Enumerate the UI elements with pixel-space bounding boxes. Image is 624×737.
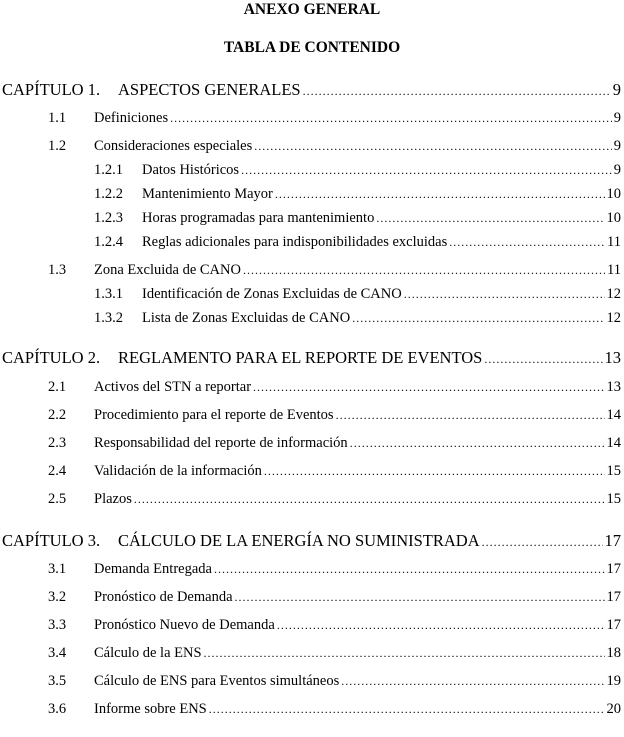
dot-leader: [303, 82, 611, 100]
dot-leader: [170, 109, 612, 127]
toc-section-2-1[interactable]: [48, 378, 621, 396]
toc-title-text: Pronóstico Nuevo de Demanda: [94, 617, 275, 633]
toc-page-number: 17: [606, 617, 621, 633]
dot-leader: [243, 261, 605, 279]
toc-title-text: Horas programadas para mantenimiento: [142, 210, 375, 226]
toc-title-text: Reglas adicionales para indisponibilidades excluidas: [142, 234, 448, 250]
dot-leader: [482, 533, 603, 551]
toc-chapter-3[interactable]: [2, 532, 621, 551]
toc-page-number: 12: [606, 310, 621, 326]
toc-chapter-1[interactable]: [2, 81, 621, 100]
toc-number: 2.5: [48, 491, 67, 507]
toc-page-number: 17: [606, 561, 621, 577]
toc-number: 2.4: [48, 463, 67, 479]
toc-subsection-1-3-2[interactable]: [94, 309, 621, 327]
toc-number: 3.6: [48, 701, 67, 717]
toc-section-3-3[interactable]: [48, 616, 621, 634]
dot-leader: [484, 350, 602, 368]
toc-number: 2.1: [48, 379, 67, 395]
toc-section-1-1[interactable]: [48, 109, 621, 127]
toc-number: 3.2: [48, 589, 67, 605]
toc-number: 3.5: [48, 673, 67, 689]
toc-section-3-1[interactable]: [48, 560, 621, 578]
toc-title-text: Plazos: [94, 491, 132, 507]
dot-leader: [352, 309, 604, 327]
toc-title-text: Activos del STN a reportar: [94, 379, 252, 395]
toc-section-3-4[interactable]: [48, 644, 621, 662]
toc-title-text: Informe sobre ENS: [94, 701, 207, 717]
toc-section-1-3[interactable]: [48, 261, 621, 279]
dot-leader: [214, 560, 605, 578]
toc-page-number: 11: [607, 234, 621, 250]
toc-page-number: 10: [606, 210, 621, 226]
toc-number: 1.3.1: [94, 286, 123, 302]
toc-number: CAPÍTULO 2.: [2, 348, 101, 367]
toc-page-number: 18: [606, 645, 621, 661]
toc-section-3-5[interactable]: [48, 672, 621, 690]
toc-title-text: Definiciones: [94, 110, 169, 126]
toc-section-2-5[interactable]: [48, 490, 621, 508]
toc-number: 1.2.2: [94, 186, 123, 202]
dot-leader: [350, 434, 605, 452]
toc-title-text: Mantenimiento Mayor: [142, 186, 273, 202]
dot-leader: [134, 490, 605, 508]
toc-number: CAPÍTULO 1.: [2, 80, 101, 99]
dot-leader: [264, 462, 605, 480]
dot-leader: [241, 161, 612, 179]
dot-leader: [253, 378, 604, 396]
toc-title-text: Validación de la información: [94, 463, 262, 479]
toc-title-text: Cálculo de ENS para Eventos simultáneos: [94, 673, 340, 689]
toc-title-text: Responsabilidad del reporte de información: [94, 435, 348, 451]
toc-number: 1.2: [48, 138, 67, 154]
toc-title-text: Cálculo de la ENS: [94, 645, 202, 661]
toc-title-text: Pronóstico de Demanda: [94, 589, 233, 605]
toc-number: 3.1: [48, 561, 67, 577]
toc-page-number: 15: [606, 463, 621, 479]
toc-number: 1.3.2: [94, 310, 123, 326]
toc-number: 1.3: [48, 262, 67, 278]
toc-page-number: 17: [606, 589, 621, 605]
toc-number: 1.1: [48, 110, 67, 126]
toc-page-number: 9: [612, 80, 621, 99]
toc-page-number: 11: [607, 262, 621, 278]
toc-title-text: REGLAMENTO PARA EL REPORTE DE EVENTOS: [118, 348, 483, 367]
dot-leader: [404, 285, 605, 303]
toc-title-text: Procedimiento para el reporte de Eventos: [94, 407, 334, 423]
toc-title-text: CÁLCULO DE LA ENERGÍA NO SUMINISTRADA: [118, 531, 480, 550]
toc-page-number: 13: [604, 348, 621, 367]
toc-title-text: Demanda Entregada: [94, 561, 212, 577]
toc-subsection-1-2-1[interactable]: [94, 161, 621, 179]
toc-chapter-2[interactable]: [2, 349, 621, 368]
toc-page-number: 14: [606, 435, 621, 451]
toc-subsection-1-2-4[interactable]: [94, 233, 621, 251]
toc-title-text: Lista de Zonas Excluidas de CANO: [142, 310, 351, 326]
toc-number: 3.4: [48, 645, 67, 661]
dot-leader: [277, 616, 605, 634]
toc-number: 2.2: [48, 407, 67, 423]
toc-page-number: 20: [606, 701, 621, 717]
toc-page-number: 9: [613, 110, 621, 126]
toc-title-text: Identificación de Zonas Excluidas de CANO: [142, 286, 402, 302]
toc-page-number: 9: [613, 162, 621, 178]
toc-page-number: 12: [606, 286, 621, 302]
toc-section-3-6[interactable]: [48, 700, 621, 718]
toc-subsection-1-2-2[interactable]: [94, 185, 621, 203]
dot-leader: [204, 644, 605, 662]
toc-section-2-2[interactable]: [48, 406, 621, 424]
toc-section-1-2[interactable]: [48, 137, 621, 155]
toc-title: TABLA DE CONTENIDO: [223, 39, 401, 56]
dot-leader: [275, 185, 605, 203]
toc-title-text: Zona Excluida de CANO: [94, 262, 241, 278]
toc-title-text: Datos Históricos: [142, 162, 240, 178]
toc-page-number: 10: [606, 186, 621, 202]
toc-page-number: 19: [606, 673, 621, 689]
toc-page-number: 9: [613, 138, 621, 154]
dot-leader: [209, 700, 605, 718]
dot-leader: [235, 588, 605, 606]
toc-page-number: 17: [604, 531, 621, 550]
dot-leader: [341, 672, 604, 690]
toc-number: CAPÍTULO 3.: [2, 531, 101, 550]
toc-number: 2.3: [48, 435, 67, 451]
dot-leader: [449, 233, 605, 251]
toc-subsection-1-2-3[interactable]: [94, 209, 621, 227]
toc-section-2-4[interactable]: [48, 462, 621, 480]
toc-page-number: 14: [606, 407, 621, 423]
dot-leader: [376, 209, 604, 227]
toc-number: 1.2.3: [94, 210, 123, 226]
dot-leader: [336, 406, 605, 424]
toc-title-text: ASPECTOS GENERALES: [118, 80, 301, 99]
toc-number: 1.2.1: [94, 162, 123, 178]
toc-section-3-2[interactable]: [48, 588, 621, 606]
annex-title: ANEXO GENERAL: [243, 1, 381, 18]
toc-page-number: 15: [606, 491, 621, 507]
dot-leader: [254, 137, 612, 155]
toc-subsection-1-3-1[interactable]: [94, 285, 621, 303]
toc-number: 1.2.4: [94, 234, 123, 250]
toc-number: 3.3: [48, 617, 67, 633]
toc-section-2-3[interactable]: [48, 434, 621, 452]
toc-page-number: 13: [606, 379, 621, 395]
toc-title-text: Consideraciones especiales: [94, 138, 253, 154]
